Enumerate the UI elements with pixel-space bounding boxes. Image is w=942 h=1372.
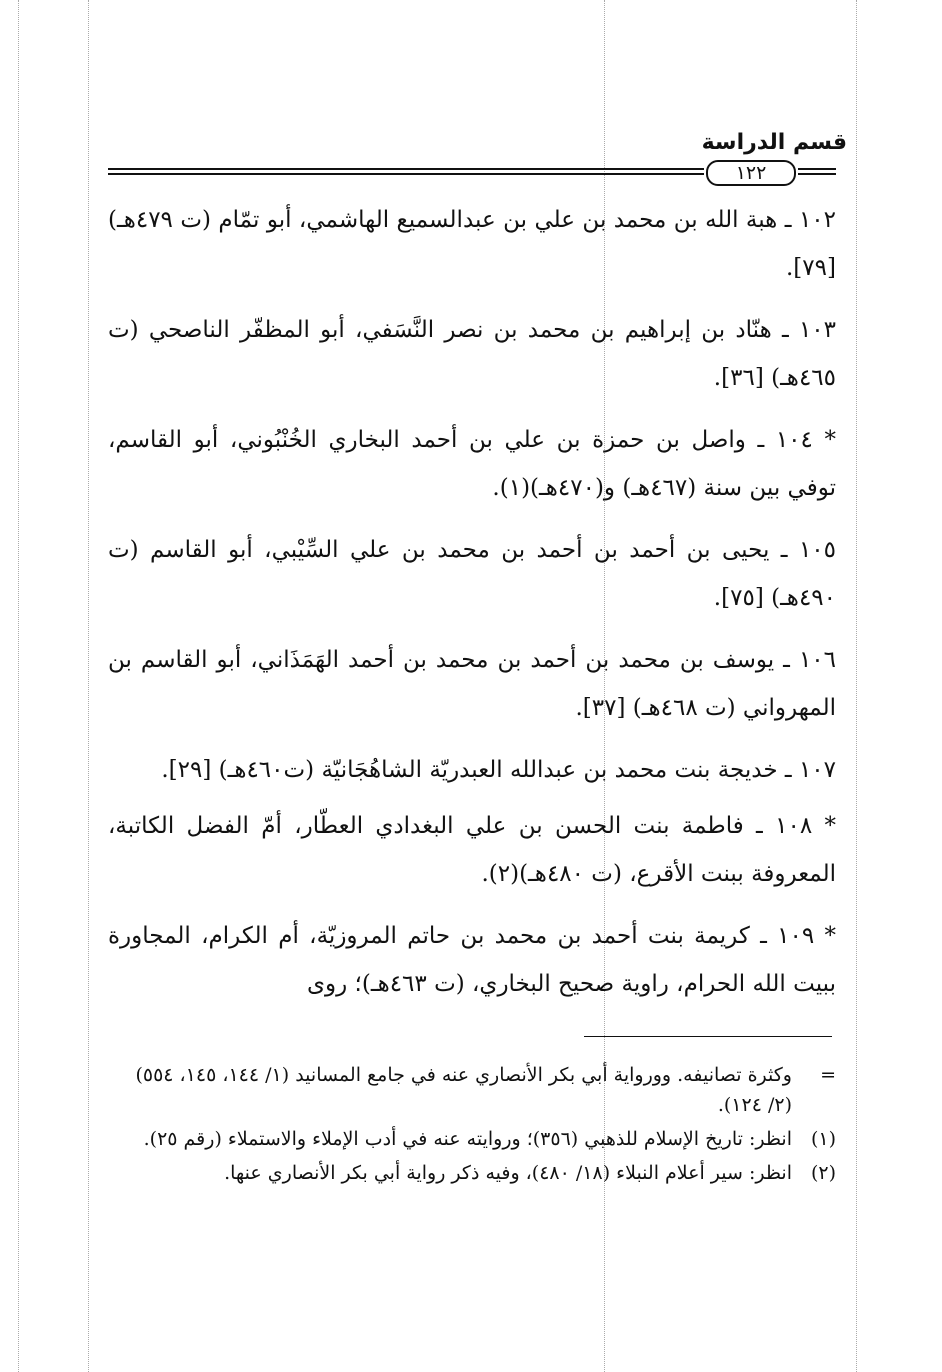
footnote bbox=[108, 1124, 836, 1154]
footnote-mark: (١) bbox=[810, 1128, 836, 1150]
list-item: * ١٠٨ ـ فاطمة بنت الحسن بن علي البغدادي العطّار، أمّ الفضل الكاتبة، المعروفة ببنت الأقرع، (ت ٤٨٠هـ)(٢). bbox=[108, 813, 837, 887]
list-item: ١٠٧ ـ خديجة بنت محمد بن عبدالله العبدريّة الشاهُجَانيّة (ت٤٦٠هـ) [٢٩]. bbox=[161, 757, 836, 783]
footnote bbox=[108, 1158, 836, 1188]
section-title: قسم الدراسة bbox=[701, 130, 847, 155]
margin-guide bbox=[18, 0, 19, 1372]
margin-guide bbox=[88, 0, 89, 1372]
footnotes bbox=[108, 1060, 836, 1192]
header-rule bbox=[108, 160, 836, 184]
list-item: * ١٠٩ ـ كريمة بنت أحمد بن محمد بن حاتم المروزيّة، أم الكرام، المجاورة ببيت الله الحرام، راوية صحيح البخاري، (ت ٤٦٣هـ)؛ روى bbox=[108, 923, 836, 997]
footnote-mark: = bbox=[820, 1064, 836, 1086]
footnote-divider bbox=[584, 1036, 832, 1037]
footnote-text: انظر: تاريخ الإسلام للذهبي (٣٥٦)؛ وروايته عنه في أدب الإملاء والاستملاء (رقم ٢٥). bbox=[143, 1128, 792, 1150]
list-item: ١٠٦ ـ يوسف بن محمد بن أحمد بن محمد بن أحمد الهَمَذَاني، أبو القاسم بن المهرواني (ت ٤٦٨هـ) [٣٧]. bbox=[108, 647, 836, 721]
list-item: ١٠٣ ـ هنّاد بن إبراهيم بن محمد بن نصر النَّسَفي، أبو المظفّر الناصحي (ت ٤٦٥هـ) [٣٦]. bbox=[108, 317, 836, 391]
entry-list bbox=[108, 196, 836, 1022]
list-item: ١٠٥ ـ يحيى بن أحمد بن أحمد بن محمد بن علي السِّيْبي، أبو القاسم (ت ٤٩٠هـ) [٧٥]. bbox=[108, 537, 836, 611]
list-item: * ١٠٤ ـ واصل بن حمزة بن علي بن أحمد البخاري الخُنْبُوني، أبو القاسم، توفي بين سنة (٤٦٧هـ) و(٤٧٠هـ)(١). bbox=[108, 427, 836, 501]
footnote-mark: (٢) bbox=[810, 1162, 836, 1184]
footnote-text: وكثرة تصانيفه. وورواية أبي بكر الأنصاري عنه في جامع المسانيد (١/ ١٤٤، ١٤٥، ٥٥٤) (٢/ ١٢٤). bbox=[135, 1064, 792, 1116]
list-item: ١٠٢ ـ هبة الله بن محمد بن علي بن عبدالسميع الهاشمي، أبو تمّام (ت ٤٧٩هـ) [٧٩]. bbox=[108, 207, 836, 281]
footnote-text: انظر: سير أعلام النبلاء (١٨/ ٤٨٠)، وفيه ذكر رواية أبي بكر الأنصاري عنها. bbox=[224, 1162, 792, 1184]
page-number: ١٢٢ bbox=[706, 160, 796, 186]
footnote bbox=[108, 1060, 836, 1120]
margin-guide bbox=[856, 0, 857, 1372]
